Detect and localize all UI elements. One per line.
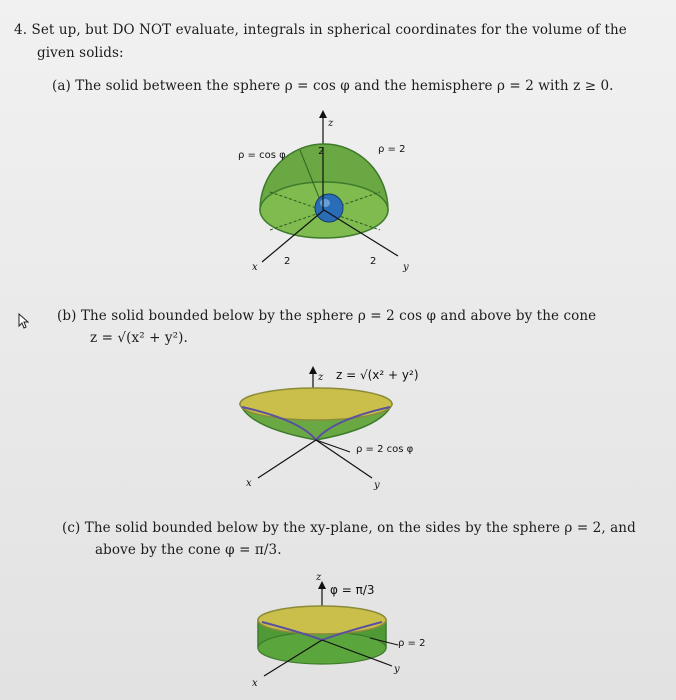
fig-b-axis-z-label: z bbox=[318, 372, 324, 383]
fig-a-label-rho-cos-phi: ρ = cos φ bbox=[238, 150, 286, 161]
fig-a-label-2-y: 2 bbox=[370, 256, 377, 267]
part-b-text-line2: z = √(x² + y²). bbox=[90, 330, 188, 346]
problem-statement-line2: given solids: bbox=[37, 45, 124, 61]
fig-b-axis-x-label: x bbox=[246, 478, 252, 489]
fig-c-axis-y-label: y bbox=[394, 664, 400, 675]
fig-b-label-sphere: ρ = 2 cos φ bbox=[356, 444, 414, 455]
fig-b-axis-y-label: y bbox=[374, 480, 380, 491]
part-c-text-line1: (c) The solid bounded below by the xy-plane, on the sides by the sphere ρ = 2, and bbox=[62, 520, 636, 536]
fig-c-label-sphere: ρ = 2 bbox=[398, 638, 426, 649]
part-a-text: (a) The solid between the sphere ρ = cos φ and the hemisphere ρ = 2 with z ≥ 0. bbox=[52, 78, 614, 94]
fig-a-label-2-top: 2 bbox=[318, 146, 325, 157]
fig-a-label-rho-2: ρ = 2 bbox=[378, 144, 406, 155]
part-c-text-line2: above by the cone φ = π/3. bbox=[95, 542, 282, 558]
fig-c-axis-z-label: z bbox=[316, 572, 322, 583]
fig-c-axis-x-label: x bbox=[252, 678, 258, 689]
fig-b-label-cone: z = √(x² + y²) bbox=[336, 368, 419, 382]
fig-a-axis-y-label: y bbox=[403, 262, 409, 273]
fig-a-axis-z-label: z bbox=[328, 118, 334, 129]
problem-statement-line1: 4. Set up, but DO NOT evaluate, integrals in spherical coordinates for the volume of the bbox=[14, 22, 627, 38]
fig-a-axis-x-label: x bbox=[252, 262, 258, 273]
part-b-text-line1: (b) The solid bounded below by the sphere ρ = 2 cos φ and above by the cone bbox=[57, 308, 597, 324]
fig-c-top-rim bbox=[258, 606, 386, 634]
fig-c-label-cone: φ = π/3 bbox=[330, 583, 375, 597]
fig-a-label-2-x: 2 bbox=[284, 256, 291, 267]
fig-c-bottom-edge bbox=[258, 632, 386, 664]
